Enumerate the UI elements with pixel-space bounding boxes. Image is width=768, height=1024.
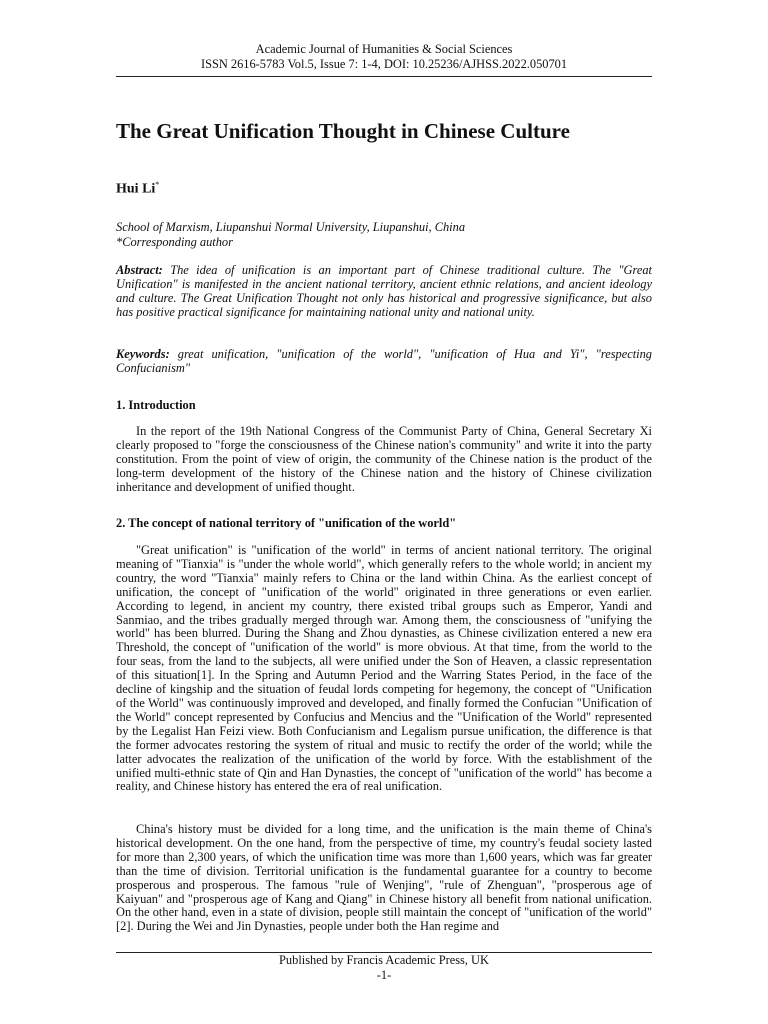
- keywords: [116, 348, 652, 376]
- keywords-label: Keywords:: [116, 347, 170, 361]
- section-heading-introduction: 1. Introduction: [116, 398, 196, 412]
- publisher-line: Published by Francis Academic Press, UK: [279, 953, 489, 967]
- corresponding-note: *Corresponding author: [116, 235, 233, 249]
- corresponding-mark: *: [155, 180, 160, 189]
- author-line: [116, 180, 159, 198]
- paper-title: The Great Unification Thought in Chinese Culture: [116, 119, 570, 143]
- journal-name: Academic Journal of Humanities & Social Sciences: [255, 42, 513, 56]
- page-number: -1-: [376, 968, 392, 982]
- header-rule: [116, 76, 652, 77]
- body-paragraph: China's history must be divided for a long time, and the unification is the main theme of China's historical development. On the one hand, from the perspective of time, my country's feudal society lasted for more than 2,300 years, of which the unification time was more than 1,600 years, which was far greater than the time of division. Territorial unification is the fundamental guarantee for a country to become prosperous and prosperous. The famous "rule of Wenjing", "rule of Zhenguan", "prosperous age of Kaiyuan" and "prosperous age of Kang and Qiang" in Chinese history all benefit from national unification. On the other hand, even in a state of division, people still maintain the concept of "unification of the world"[2]. During the Wei and Jin Dynasties, people under both the Han regime and: [116, 822, 652, 934]
- issn-line: ISSN 2616-5783 Vol.5, Issue 7: 1-4, DOI: 10.25236/AJHSS.2022.050701: [200, 57, 568, 71]
- section-heading-territory: 2. The concept of national territory of "unification of the world": [116, 516, 457, 530]
- abstract-label: Abstract:: [116, 263, 163, 277]
- abstract-text: The idea of unification is an important part of Chinese traditional culture. The "Great Unification" is manifested in the ancient national territory, ancient ethnic relations, and ancient ideology and culture. The Great Unification Thought not only has historical and progressive significance, but also has positive practical significance for maintaining national unity and national unity.: [116, 263, 652, 319]
- body-paragraph: "Great unification" is "unification of the world" in terms of ancient national territory. The original meaning of "Tianxia" is "under the whole world", which generally refers to the whole world; in ancient my country, the word "Tianxia" mainly refers to China or the land within China. As the earliest concept of unification, the concept of "unification of the world" originated in three generations or even earlier. According to legend, in ancient my country, there existed tribal groups such as Emperor, Yandi and Sanmiao, and the tribes gradually merged through war. Among them, the consciousness of "unifying the world" has been blurred. During the Shang and Zhou dynasties, as Chinese civilization entered a new era Threshold, the concept of "unification of the world" is more obvious. At that time, from the world to the four seas, from the land to the subjects, all were unified under the Son of Heaven, a classic representation of this situation[1]. In the Spring and Autumn Period and the Warring States Period, in the face of the decline of kingship and the situation of feudal lords competing for hegemony, the concept of "Unification of the World" was continuously improved and developed, and finally formed the Confucian "Unification of the World" concept represented by Confucius and Mencius and the "Unification of the World" represented by the Legalist Han Feizi view. Both Confucianism and Legalism pursue unification, the difference is that the former advocates restoring the system of ritual and music to rectify the order of the world; while the latter advocates the realization of the unification of the world by force. With the establishment of the unified multi-ethnic state of Qin and Han Dynasties, the concept of "unification of the world" has become a reality, and Chinese history has entered the era of real unification.: [116, 543, 652, 794]
- abstract: [116, 264, 652, 320]
- keywords-text: great unification, "unification of the world", "unification of Hua and Yi", "respecting Confucianism": [116, 347, 653, 375]
- author-name: Hui Li: [116, 181, 156, 197]
- affiliation: School of Marxism, Liupanshui Normal University, Liupanshui, China: [116, 220, 466, 234]
- body-paragraph: In the report of the 19th National Congress of the Communist Party of China, General Secretary Xi clearly proposed to "forge the consciousness of the Chinese nation's community" and write it into the party constitution. From the point of view of origin, the community of the Chinese nation is the product of the long-term development of the history of the Chinese nation and the history of Chinese civilization inheritance and development of unified thought.: [116, 424, 652, 494]
